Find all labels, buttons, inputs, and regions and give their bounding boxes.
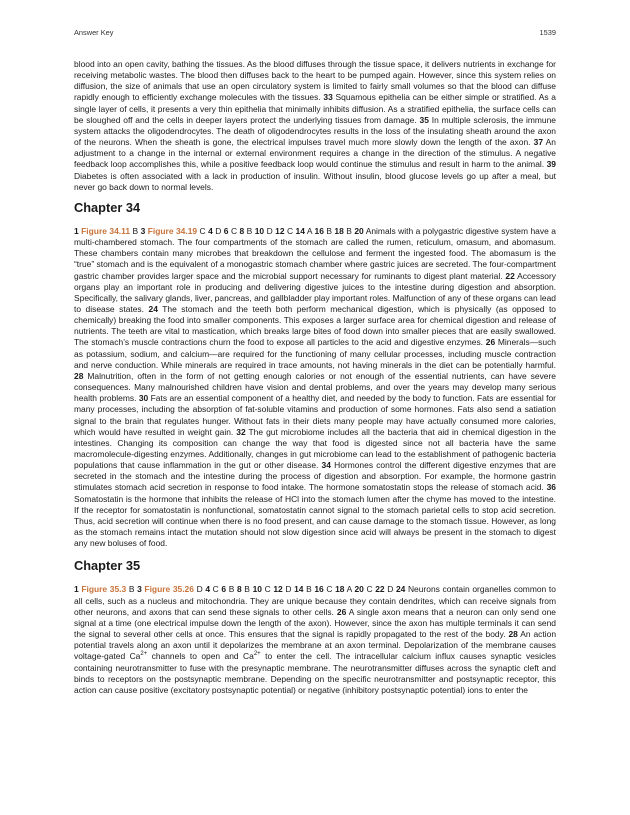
question-number: 4: [205, 584, 211, 595]
question-number: 28: [508, 629, 518, 640]
answer-text: A single axon means that a neuron can only send one signal at a time (one electrical impulse down the length of the axon). However, since the axon has multiple terminals it can send the signal to several other cells at once. This ensures that the signal is rapidly propagated to the rest of the body.: [74, 606, 556, 640]
question-number: 32: [236, 426, 246, 437]
question-number: 24: [395, 584, 406, 595]
answer-text: Neurons contain organelles common to all cells, such as a nucleus and mitochondria. They are unique because they contain dendrites, which can receive signals from other neurons, and axons that can send these signals to other cells.: [74, 584, 556, 617]
question-number: 33: [323, 92, 333, 103]
answer-text: D: [193, 584, 206, 595]
answer-text: B: [303, 584, 315, 595]
answer-text: channels to open and Ca: [147, 651, 254, 662]
question-number: 18: [335, 584, 345, 595]
chapter-34-heading: Chapter 34: [74, 199, 141, 215]
intro-paragraph: [74, 59, 556, 193]
question-number: 12: [273, 584, 283, 595]
answer-text: In multiple sclerosis, the immune system attacks the oligodendrocytes. The death of oligodendrocytes results in the loss of the insulating sheath around the axon of the neurons. When the sheath is gone, the electrical impulses travel much more slowly down the length of the axon.: [74, 114, 556, 148]
figure-link[interactable]: Figure 35.26: [144, 584, 194, 595]
superscript: 2+: [140, 651, 148, 658]
chapter-35-answers: [74, 584, 556, 696]
chapter-35-heading: Chapter 35: [74, 558, 141, 574]
answer-text: Somatostatin is the hormone that inhibits the release of HCl into the stomach lumen after the chyme has moved to the intestine. If the receptor for somatostatin is nonfunctional, somatostatin cannot signal to the stomach parietal cells to stop acid secretion. Thus, acid secretion will continue when there is no food present, and can cause damage to the stomach tissue. However, as long as the stomach remains intact the mutation should not slow digestion since acid will always be present in the stomach to digest any new boluses of food.: [74, 493, 556, 549]
answer-text: B: [126, 584, 138, 595]
answer-text: C: [363, 584, 376, 595]
answer-text: C: [261, 584, 274, 595]
figure-link[interactable]: Figure 34.19: [147, 225, 198, 236]
answer-text: The gut microbiome includes all the bacteria that aid in chemical digestion in the intestines. Changing its composition can change the way that food is digested since not all bacteria have the same macromolecule-digesting enzymes. Additionally, changes in gut microbiome can lead to the establishment of pathogenic bacteria populations that cause inflammation in the gut or other disease.: [74, 426, 556, 471]
answer-text: B: [226, 584, 237, 595]
answer-text: C: [323, 584, 336, 595]
answer-text: D: [212, 225, 224, 236]
answer-text: Malnutrition, often in the form of not getting enough calories or not enough of the essential nutrients, can have severe consequences. Many malnourished children have vision and dental problems, and over the years may develop many serious health problems.: [74, 370, 556, 404]
question-number: 16: [314, 225, 324, 236]
question-number: 4: [208, 225, 213, 236]
answer-text: D: [282, 584, 295, 595]
question-number: 16: [314, 584, 324, 595]
answer-text: Animals with a polygastric digestive system have a multi-chambered stomach. The four compartments of the stomach are called the rumen, reticulum, omasum, and abomasum. These chambers contain many microbes that breakdown the cellulose and ferment the ingested food. The abomasum is the “true” stomach and is the equivalent of a monogastric stomach chamber where gastric juices are secreted. The four-compartment gastric chamber provides larger space and the microbial support necessary for ruminants to digest plant material.: [74, 225, 556, 281]
question-number: 26: [485, 337, 496, 348]
question-number: 14: [295, 225, 305, 236]
answer-text: C: [284, 225, 296, 236]
figure-link[interactable]: Figure 35.3: [81, 584, 127, 595]
answer-text: B: [323, 225, 335, 236]
answer-text: B: [130, 225, 141, 236]
question-number: 24: [148, 303, 158, 314]
answer-text: B: [343, 225, 355, 236]
answer-text: A: [344, 584, 355, 595]
answer-text: An adjustment to a change in the internal or external environment requires a change in the direction of the stimulus. A negative feedback loop accomplishes this, while a positive feedback loop would continue the stimulus and result in harm to the animal.: [74, 137, 556, 170]
question-number: 22: [505, 270, 515, 281]
page-content: [74, 59, 556, 696]
page-header: [74, 28, 556, 40]
question-number: 14: [294, 584, 304, 595]
question-number: 10: [252, 584, 262, 595]
question-number: 12: [275, 225, 285, 236]
answer-text: The stomach and the teeth both perform mechanical digestion, which is physically (as opposed to chemically) breaking the food into smaller components. This exposes a larger surface area for chemical digestion and release of nutrients. The teeth are vital to mastication, which breaks large bites of food down into smaller pieces that are easily swallowed. The stomach’s muscle contractions churn the food to expose all particles to the acid and digestive enzymes.: [74, 303, 556, 348]
answer-text: An action potential travels along an axon until it depolarizes the membrane at an axon terminal. Depolarization of the membrane causes voltage-gated Ca: [74, 629, 557, 662]
answer-text: D: [384, 584, 396, 595]
question-number: 39: [546, 159, 556, 170]
question-number: 6: [221, 584, 227, 595]
question-number: 26: [336, 606, 347, 617]
question-number: 3: [140, 225, 146, 236]
question-number: 28: [74, 370, 84, 381]
question-number: 10: [254, 225, 265, 236]
answer-text: Fats are an essential component of a healthy diet, and needed by the body to function. Fats are essential for many processes, including the absorption of fat-soluble vitamins and production of some hormones. Fats also send a satiation signal to the brain that regulates hunger. Without fats in their diets many people may have actually consumed more calories, which would have resulted in weight gain.: [74, 393, 556, 437]
question-number: 35: [419, 114, 429, 125]
question-number: 37: [533, 137, 544, 148]
question-number: 1: [74, 225, 79, 236]
answer-text: C: [228, 225, 240, 236]
answer-text: blood into an open cavity, bathing the tissues. As the blood diffuses through the tissue space, it delivers nutrients in exchange for receiving metabolic wastes. The blood then diffuses back to the heart to be pumped again. However, since this system relies on diffusion, the size of animals that use an open circulatory system is limited to fairly small volumes so that the blood can diffuse rapidly enough to efficiently exchange molecules with the tissues.: [74, 59, 556, 103]
answer-text: Hormones control the different digestive enzymes that are secreted in the stomach and the intestine during the process of digestion and absorption. For example, the hormone gastrin stimulates stomach acid secretion in response to food intake. The hormone somatostatin stops the release of stomach acid.: [74, 460, 556, 493]
page-number: 1539: [539, 28, 556, 37]
answer-text: Accessory organs play an important role in producing and delivering digestive juices to the intestine during digestion and absorption. Specifically, the salivary glands, liver, pancreas, and gallbladder play important roles. Malfunction of any of these organs can lead to disease states.: [74, 270, 557, 314]
answer-text: B: [241, 584, 253, 595]
question-number: 22: [375, 584, 385, 595]
superscript: 2+: [253, 651, 261, 658]
question-number: 18: [334, 225, 344, 236]
question-number: 6: [223, 225, 229, 236]
chapter-34-answers: [74, 226, 556, 550]
answer-text: C: [197, 225, 209, 236]
question-number: 8: [239, 225, 245, 236]
answer-text: B: [244, 225, 255, 236]
question-number: 30: [138, 393, 149, 404]
question-number: 1: [74, 584, 79, 595]
question-number: 8: [236, 584, 242, 595]
question-number: 3: [137, 584, 142, 595]
question-number: 36: [546, 482, 556, 493]
question-number: 20: [354, 584, 364, 595]
running-head: Answer Key: [74, 28, 114, 37]
answer-text: A: [304, 225, 315, 236]
figure-link[interactable]: Figure 34.11: [81, 225, 131, 236]
answer-text: Minerals—such as potassium, sodium, and calcium—are required for the functioning of many cellular processes, including muscle contraction and nerve conduction. While minerals are required in trace amounts, not having minerals in the diet can be potentially harmful.: [74, 337, 556, 370]
answer-text: Diabetes is often associated with a lack in production of insulin. Without insulin, blood glucose levels go up after a meal, but never go back down to normal levels.: [74, 170, 556, 192]
answer-text: C: [210, 584, 222, 595]
answer-text: to enter the cell. The intracellular calcium influx causes synaptic vesicles containing neurotransmitter to fuse with the presynaptic membrane. The neurotransmitter diffuses across the synaptic cleft and binds to receptors on the postsynaptic membrane. Depending on the specific neurotransmitter and postsynaptic receptor, this action can cause positive (excitatory postsynaptic potential) or negative (inhibitory postsynaptic potential) ions to enter the: [74, 651, 557, 695]
answer-text: D: [264, 225, 276, 236]
question-number: 20: [354, 225, 364, 236]
answer-text: Squamous epithelia can be either simple or stratified. As a single layer of cells, it presents a very thin epithelia that minimally inhibits diffusion. As a stratified epithelia, the surface cells can be sloughed off and the cells in deeper layers protect the underlying tissues from damage.: [74, 92, 556, 125]
question-number: 34: [321, 460, 331, 471]
